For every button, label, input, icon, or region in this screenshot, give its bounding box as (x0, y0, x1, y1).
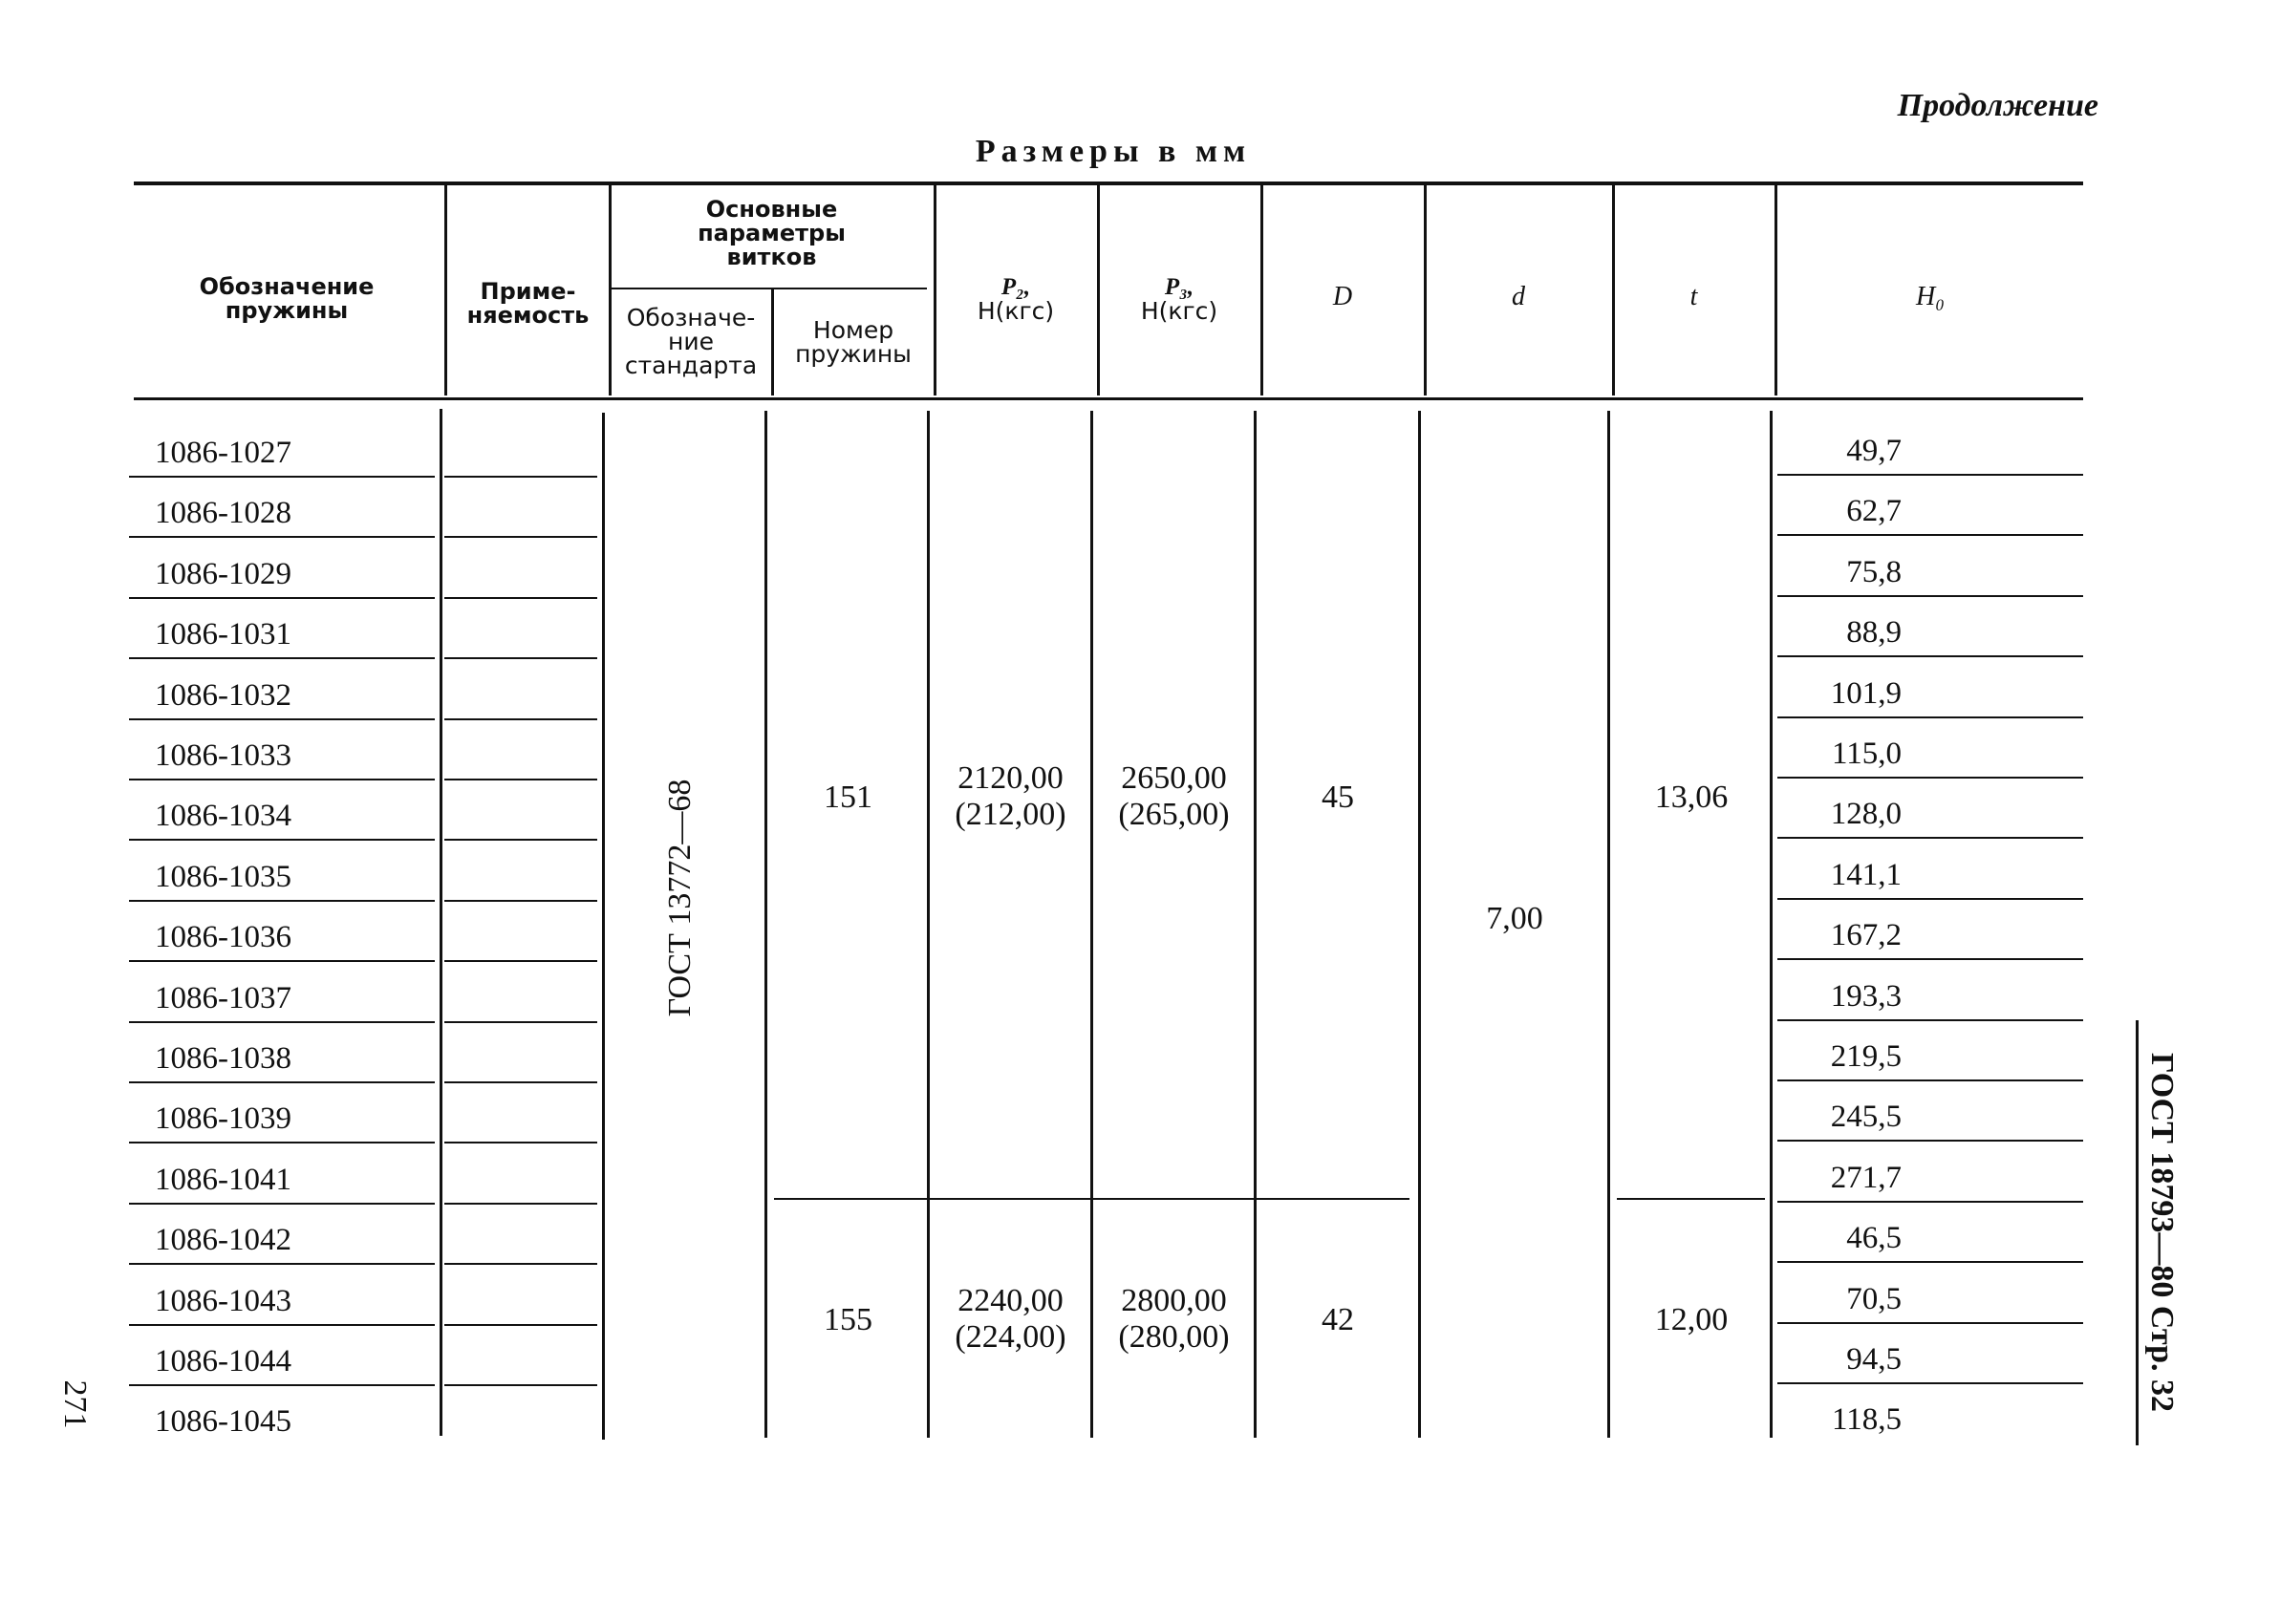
header-standard: Обозначе- ние стандарта (624, 304, 758, 379)
group2-spring-number: 155 (824, 1302, 872, 1337)
row-code: 1086-1031 (155, 617, 291, 652)
header-H0: H₀ (1916, 282, 1945, 311)
header-t: t (1689, 282, 1698, 311)
group1-spring-number: 151 (824, 780, 872, 815)
row-rule-code (129, 779, 435, 780)
row-code: 1086-1032 (155, 677, 291, 713)
row-rule-code (129, 597, 435, 599)
row-h0: 62,7 (1846, 494, 1902, 529)
row-rule-appl (444, 779, 597, 780)
row-code: 1086-1033 (155, 738, 291, 773)
row-code: 1086-1034 (155, 799, 291, 834)
row-rule-appl (444, 1142, 597, 1143)
row-h0: 128,0 (1830, 797, 1902, 832)
header-p3: P₃, Н(кгс) (1100, 275, 1258, 323)
side-label: ГОСТ 18793—80 Стр. 32 (2144, 1052, 2180, 1413)
row-code: 1086-1029 (155, 556, 291, 591)
row-rule-h0 (1777, 1140, 2083, 1142)
row-rule-code (129, 1203, 435, 1205)
row-rule-h0 (1777, 595, 2083, 597)
row-h0: 70,5 (1846, 1281, 1902, 1316)
header-applicability: Приме- няемость (466, 278, 590, 329)
row-rule-h0 (1777, 1261, 2083, 1263)
body-vline (1770, 411, 1773, 1438)
header-spring-number: Номер пружины (795, 316, 912, 368)
row-rule-code (129, 900, 435, 902)
continuation-label: Продолжение (1897, 88, 2098, 123)
group2-p3: 2800,00 (280,00) (1118, 1283, 1230, 1355)
row-rule-h0 (1777, 1019, 2083, 1021)
row-rule-h0 (1777, 958, 2083, 960)
row-rule-h0 (1777, 1079, 2083, 1081)
row-h0: 115,0 (1831, 737, 1902, 771)
row-code: 1086-1036 (155, 920, 291, 955)
group2-D: 42 (1322, 1302, 1354, 1337)
row-rule-appl (444, 1021, 597, 1023)
row-rule-appl (444, 597, 597, 599)
row-h0: 118,5 (1831, 1402, 1902, 1438)
row-code: 1086-1038 (155, 1041, 291, 1076)
row-h0: 193,3 (1830, 978, 1902, 1014)
body-vline (764, 411, 767, 1438)
header-p2: P₂, Н(кгс) (936, 275, 1095, 323)
units-caption: Размеры в мм (975, 134, 1252, 169)
row-code: 1086-1042 (155, 1223, 291, 1258)
body-vline (927, 411, 930, 1438)
body-vline (440, 409, 442, 1436)
hdr-vline (444, 185, 447, 395)
group-separator-t (1617, 1198, 1765, 1200)
row-h0: 141,1 (1830, 857, 1902, 892)
header-d: d (1512, 282, 1525, 311)
row-h0: 94,5 (1846, 1342, 1902, 1377)
row-rule-appl (444, 657, 597, 659)
row-rule-code (129, 536, 435, 538)
group2-p2: 2240,00 (224,00) (955, 1283, 1066, 1355)
group1-t: 13,06 (1654, 780, 1729, 815)
row-rule-appl (444, 1203, 597, 1205)
row-code: 1086-1043 (155, 1283, 291, 1318)
row-rule-h0 (1777, 1201, 2083, 1203)
row-rule-h0 (1777, 1322, 2083, 1324)
header-p3-unit: Н(кгс) (1140, 297, 1218, 325)
row-rule-appl (444, 1324, 597, 1326)
row-rule-code (129, 1263, 435, 1265)
row-code: 1086-1044 (155, 1344, 291, 1378)
row-rule-h0 (1777, 655, 2083, 657)
row-rule-code (129, 1142, 435, 1143)
row-rule-appl (444, 536, 597, 538)
row-rule-code (129, 1021, 435, 1023)
header-D: D (1332, 282, 1353, 311)
row-rule-h0 (1777, 898, 2083, 900)
side-rule (2136, 1020, 2139, 1445)
row-rule-code (129, 657, 435, 659)
row-rule-appl (444, 718, 597, 720)
group-separator (774, 1198, 1409, 1200)
row-rule-h0 (1777, 474, 2083, 476)
row-rule-appl (444, 839, 597, 841)
row-h0: 49,7 (1846, 434, 1902, 468)
header-p2-unit: Н(кгс) (977, 297, 1055, 325)
row-h0: 167,2 (1830, 918, 1902, 953)
row-h0: 271,7 (1830, 1160, 1902, 1195)
row-rule-appl (444, 960, 597, 962)
row-rule-h0 (1777, 777, 2083, 779)
row-rule-appl (444, 476, 597, 478)
row-rule-appl (444, 1384, 597, 1386)
header-bottom-rule (134, 397, 2083, 400)
row-rule-appl (444, 1263, 597, 1265)
table-top-rule (134, 182, 2083, 185)
row-rule-code (129, 1324, 435, 1326)
row-h0: 46,5 (1846, 1221, 1902, 1256)
row-code: 1086-1028 (155, 496, 291, 531)
row-rule-code (129, 1081, 435, 1083)
row-code: 1086-1027 (155, 436, 291, 470)
row-h0: 101,9 (1830, 675, 1902, 711)
group1-D: 45 (1322, 780, 1354, 815)
group1-p2: 2120,00 (212,00) (955, 760, 1066, 832)
row-rule-code (129, 718, 435, 720)
row-rule-h0 (1777, 534, 2083, 536)
row-rule-code (129, 1384, 435, 1386)
row-code: 1086-1045 (155, 1404, 291, 1440)
group2-t: 12,00 (1654, 1302, 1729, 1337)
body-vline (1418, 411, 1421, 1438)
main-params-rule (612, 288, 927, 289)
row-rule-appl (444, 900, 597, 902)
row-code: 1086-1041 (155, 1162, 291, 1197)
header-main-params: Основные параметры витков (698, 196, 846, 270)
header-designation: Обозначение пружины (199, 273, 375, 324)
body-vline (1254, 411, 1257, 1438)
row-rule-h0 (1777, 837, 2083, 839)
row-rule-code (129, 476, 435, 478)
row-h0: 245,5 (1830, 1100, 1902, 1135)
row-rule-appl (444, 1081, 597, 1083)
row-rule-code (129, 960, 435, 962)
body-vline (1090, 411, 1093, 1438)
group1-p3: 2650,00 (265,00) (1118, 760, 1230, 832)
row-h0: 88,9 (1846, 615, 1902, 651)
row-rule-h0 (1777, 716, 2083, 718)
row-code: 1086-1037 (155, 980, 291, 1015)
d-value: 7,00 (1486, 901, 1543, 936)
row-code: 1086-1039 (155, 1101, 291, 1137)
row-h0: 75,8 (1846, 554, 1902, 589)
row-h0: 219,5 (1830, 1039, 1902, 1074)
row-rule-code (129, 839, 435, 841)
row-code: 1086-1035 (155, 859, 291, 894)
standard-value: ГОСТ 13772—68 (662, 779, 698, 1017)
row-rule-h0 (1777, 1382, 2083, 1384)
body-vline (1607, 411, 1610, 1438)
body-vline (602, 413, 605, 1440)
page-number: 271 (57, 1379, 93, 1429)
